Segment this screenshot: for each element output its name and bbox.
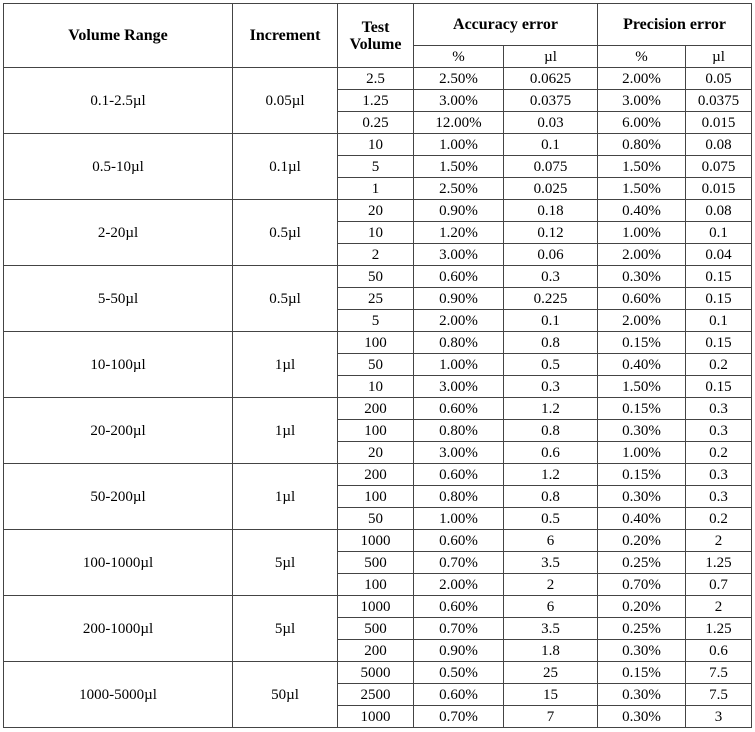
accuracy-ul-cell: 0.075 bbox=[504, 156, 598, 178]
increment-header: Increment bbox=[233, 4, 338, 68]
test-volume-cell: 25 bbox=[338, 288, 414, 310]
precision-percent-cell: 2.00% bbox=[598, 68, 686, 90]
precision-percent-cell: 2.00% bbox=[598, 310, 686, 332]
precision-percent-cell: 0.40% bbox=[598, 354, 686, 376]
precision-percent-cell: 3.00% bbox=[598, 90, 686, 112]
precision-ul-cell: 0.15 bbox=[686, 266, 752, 288]
accuracy-ul-cell: 1.2 bbox=[504, 464, 598, 486]
accuracy-ul-cell: 0.3 bbox=[504, 376, 598, 398]
accuracy-percent-unit: % bbox=[414, 46, 504, 68]
accuracy-percent-cell: 2.50% bbox=[414, 178, 504, 200]
accuracy-ul-cell: 0.0625 bbox=[504, 68, 598, 90]
precision-percent-cell: 0.40% bbox=[598, 200, 686, 222]
table-body bbox=[4, 68, 752, 728]
accuracy-percent-cell: 3.00% bbox=[414, 442, 504, 464]
precision-ul-cell: 7.5 bbox=[686, 684, 752, 706]
accuracy-percent-cell: 3.00% bbox=[414, 376, 504, 398]
increment-cell: 50µl bbox=[233, 662, 338, 728]
accuracy-percent-cell: 0.60% bbox=[414, 684, 504, 706]
precision-ul-cell: 0.2 bbox=[686, 354, 752, 376]
spec-table-container bbox=[3, 3, 752, 728]
precision-ul-cell: 0.04 bbox=[686, 244, 752, 266]
accuracy-error-header: Accuracy error bbox=[414, 4, 598, 46]
accuracy-ul-cell: 0.1 bbox=[504, 310, 598, 332]
accuracy-percent-cell: 0.80% bbox=[414, 420, 504, 442]
accuracy-percent-cell: 0.60% bbox=[414, 530, 504, 552]
accuracy-ul-cell: 6 bbox=[504, 596, 598, 618]
precision-ul-cell: 0.15 bbox=[686, 288, 752, 310]
accuracy-percent-cell: 1.20% bbox=[414, 222, 504, 244]
precision-percent-cell: 0.30% bbox=[598, 266, 686, 288]
accuracy-ul-cell: 0.3 bbox=[504, 266, 598, 288]
precision-percent-cell: 0.15% bbox=[598, 332, 686, 354]
accuracy-ul-cell: 2 bbox=[504, 574, 598, 596]
accuracy-percent-cell: 1.00% bbox=[414, 354, 504, 376]
table-row bbox=[4, 596, 752, 618]
accuracy-ul-cell: 0.8 bbox=[504, 486, 598, 508]
precision-percent-cell: 0.25% bbox=[598, 618, 686, 640]
accuracy-percent-cell: 0.50% bbox=[414, 662, 504, 684]
increment-cell: 1µl bbox=[233, 464, 338, 530]
test-volume-cell: 1.25 bbox=[338, 90, 414, 112]
volume-range-header: Volume Range bbox=[4, 4, 233, 68]
precision-percent-unit: % bbox=[598, 46, 686, 68]
volume-range-cell: 2-20µl bbox=[4, 200, 233, 266]
accuracy-percent-cell: 12.00% bbox=[414, 112, 504, 134]
accuracy-percent-cell: 0.90% bbox=[414, 640, 504, 662]
test-volume-cell: 5000 bbox=[338, 662, 414, 684]
accuracy-ul-cell: 15 bbox=[504, 684, 598, 706]
test-volume-cell: 5 bbox=[338, 156, 414, 178]
test-volume-cell: 10 bbox=[338, 222, 414, 244]
test-volume-cell: 500 bbox=[338, 618, 414, 640]
accuracy-ul-cell: 0.5 bbox=[504, 508, 598, 530]
test-volume-cell: 100 bbox=[338, 420, 414, 442]
precision-percent-cell: 0.30% bbox=[598, 420, 686, 442]
increment-cell: 0.1µl bbox=[233, 134, 338, 200]
volume-range-cell: 20-200µl bbox=[4, 398, 233, 464]
accuracy-percent-cell: 1.50% bbox=[414, 156, 504, 178]
test-volume-cell: 20 bbox=[338, 200, 414, 222]
precision-ul-unit: µl bbox=[686, 46, 752, 68]
accuracy-percent-cell: 0.80% bbox=[414, 332, 504, 354]
accuracy-ul-cell: 0.1 bbox=[504, 134, 598, 156]
accuracy-percent-cell: 3.00% bbox=[414, 90, 504, 112]
precision-error-header: Precision error bbox=[598, 4, 752, 46]
test-volume-cell: 10 bbox=[338, 376, 414, 398]
accuracy-ul-cell: 3.5 bbox=[504, 552, 598, 574]
precision-ul-cell: 0.3 bbox=[686, 398, 752, 420]
test-volume-cell: 200 bbox=[338, 464, 414, 486]
pipette-spec-table bbox=[3, 3, 752, 728]
volume-range-cell: 0.5-10µl bbox=[4, 134, 233, 200]
precision-percent-cell: 2.00% bbox=[598, 244, 686, 266]
volume-range-cell: 1000-5000µl bbox=[4, 662, 233, 728]
precision-ul-cell: 0.7 bbox=[686, 574, 752, 596]
table-row bbox=[4, 68, 752, 90]
test-volume-cell: 50 bbox=[338, 354, 414, 376]
accuracy-percent-cell: 0.60% bbox=[414, 266, 504, 288]
accuracy-ul-cell: 1.8 bbox=[504, 640, 598, 662]
accuracy-ul-cell: 0.8 bbox=[504, 420, 598, 442]
precision-percent-cell: 0.30% bbox=[598, 486, 686, 508]
precision-percent-cell: 0.15% bbox=[598, 464, 686, 486]
precision-ul-cell: 2 bbox=[686, 530, 752, 552]
volume-range-cell: 100-1000µl bbox=[4, 530, 233, 596]
precision-ul-cell: 2 bbox=[686, 596, 752, 618]
precision-percent-cell: 0.70% bbox=[598, 574, 686, 596]
accuracy-percent-cell: 0.90% bbox=[414, 200, 504, 222]
precision-ul-cell: 0.1 bbox=[686, 222, 752, 244]
accuracy-ul-cell: 0.06 bbox=[504, 244, 598, 266]
precision-ul-cell: 0.3 bbox=[686, 464, 752, 486]
accuracy-percent-cell: 2.00% bbox=[414, 574, 504, 596]
test-volume-cell: 100 bbox=[338, 486, 414, 508]
accuracy-percent-cell: 1.00% bbox=[414, 508, 504, 530]
accuracy-ul-cell: 0.225 bbox=[504, 288, 598, 310]
increment-cell: 5µl bbox=[233, 530, 338, 596]
test-volume-cell: 20 bbox=[338, 442, 414, 464]
test-volume-cell: 50 bbox=[338, 266, 414, 288]
table-row bbox=[4, 134, 752, 156]
accuracy-percent-cell: 0.70% bbox=[414, 706, 504, 728]
precision-ul-cell: 1.25 bbox=[686, 618, 752, 640]
test-volume-cell: 1000 bbox=[338, 530, 414, 552]
test-volume-cell: 2500 bbox=[338, 684, 414, 706]
test-volume-cell: 500 bbox=[338, 552, 414, 574]
accuracy-ul-cell: 0.5 bbox=[504, 354, 598, 376]
accuracy-percent-cell: 0.60% bbox=[414, 464, 504, 486]
test-volume-cell: 1000 bbox=[338, 706, 414, 728]
table-row bbox=[4, 398, 752, 420]
accuracy-ul-unit: µl bbox=[504, 46, 598, 68]
precision-ul-cell: 7.5 bbox=[686, 662, 752, 684]
test-volume-cell: 1000 bbox=[338, 596, 414, 618]
table-row bbox=[4, 332, 752, 354]
precision-percent-cell: 1.50% bbox=[598, 156, 686, 178]
precision-ul-cell: 0.1 bbox=[686, 310, 752, 332]
accuracy-percent-cell: 1.00% bbox=[414, 134, 504, 156]
header-row bbox=[4, 4, 752, 46]
precision-percent-cell: 0.30% bbox=[598, 640, 686, 662]
precision-percent-cell: 0.20% bbox=[598, 530, 686, 552]
accuracy-ul-cell: 0.6 bbox=[504, 442, 598, 464]
table-row bbox=[4, 200, 752, 222]
test-volume-cell: 200 bbox=[338, 398, 414, 420]
precision-ul-cell: 0.075 bbox=[686, 156, 752, 178]
increment-cell: 1µl bbox=[233, 398, 338, 464]
accuracy-ul-cell: 1.2 bbox=[504, 398, 598, 420]
precision-ul-cell: 0.015 bbox=[686, 178, 752, 200]
precision-ul-cell: 0.2 bbox=[686, 442, 752, 464]
precision-ul-cell: 0.2 bbox=[686, 508, 752, 530]
volume-range-cell: 0.1-2.5µl bbox=[4, 68, 233, 134]
test-volume-cell: 200 bbox=[338, 640, 414, 662]
accuracy-percent-cell: 0.60% bbox=[414, 398, 504, 420]
precision-percent-cell: 1.00% bbox=[598, 442, 686, 464]
accuracy-ul-cell: 0.0375 bbox=[504, 90, 598, 112]
precision-ul-cell: 0.05 bbox=[686, 68, 752, 90]
precision-ul-cell: 0.3 bbox=[686, 486, 752, 508]
accuracy-percent-cell: 0.70% bbox=[414, 618, 504, 640]
precision-percent-cell: 0.60% bbox=[598, 288, 686, 310]
table-row bbox=[4, 662, 752, 684]
test-volume-cell: 5 bbox=[338, 310, 414, 332]
precision-percent-cell: 0.80% bbox=[598, 134, 686, 156]
table-row bbox=[4, 530, 752, 552]
accuracy-percent-cell: 0.80% bbox=[414, 486, 504, 508]
precision-percent-cell: 6.00% bbox=[598, 112, 686, 134]
precision-percent-cell: 0.40% bbox=[598, 508, 686, 530]
table-row bbox=[4, 464, 752, 486]
precision-ul-cell: 3 bbox=[686, 706, 752, 728]
table-row bbox=[4, 266, 752, 288]
increment-cell: 1µl bbox=[233, 332, 338, 398]
accuracy-ul-cell: 0.025 bbox=[504, 178, 598, 200]
accuracy-percent-cell: 3.00% bbox=[414, 244, 504, 266]
test-volume-cell: 2.5 bbox=[338, 68, 414, 90]
accuracy-percent-cell: 2.50% bbox=[414, 68, 504, 90]
precision-ul-cell: 0.08 bbox=[686, 134, 752, 156]
precision-percent-cell: 0.30% bbox=[598, 706, 686, 728]
accuracy-percent-cell: 2.00% bbox=[414, 310, 504, 332]
precision-ul-cell: 0.15 bbox=[686, 376, 752, 398]
test-volume-cell: 0.25 bbox=[338, 112, 414, 134]
accuracy-percent-cell: 0.60% bbox=[414, 596, 504, 618]
accuracy-ul-cell: 0.03 bbox=[504, 112, 598, 134]
precision-ul-cell: 1.25 bbox=[686, 552, 752, 574]
volume-range-cell: 200-1000µl bbox=[4, 596, 233, 662]
accuracy-ul-cell: 0.18 bbox=[504, 200, 598, 222]
increment-cell: 0.5µl bbox=[233, 200, 338, 266]
increment-cell: 0.05µl bbox=[233, 68, 338, 134]
volume-range-cell: 50-200µl bbox=[4, 464, 233, 530]
accuracy-ul-cell: 3.5 bbox=[504, 618, 598, 640]
precision-percent-cell: 1.00% bbox=[598, 222, 686, 244]
precision-percent-cell: 1.50% bbox=[598, 178, 686, 200]
increment-cell: 5µl bbox=[233, 596, 338, 662]
precision-percent-cell: 0.15% bbox=[598, 662, 686, 684]
volume-range-cell: 5-50µl bbox=[4, 266, 233, 332]
test-volume-cell: 50 bbox=[338, 508, 414, 530]
accuracy-ul-cell: 0.8 bbox=[504, 332, 598, 354]
precision-ul-cell: 0.3 bbox=[686, 420, 752, 442]
test-volume-header: Test Volume bbox=[338, 4, 414, 68]
accuracy-percent-cell: 0.90% bbox=[414, 288, 504, 310]
accuracy-ul-cell: 0.12 bbox=[504, 222, 598, 244]
increment-cell: 0.5µl bbox=[233, 266, 338, 332]
accuracy-ul-cell: 7 bbox=[504, 706, 598, 728]
accuracy-percent-cell: 0.70% bbox=[414, 552, 504, 574]
precision-ul-cell: 0.0375 bbox=[686, 90, 752, 112]
precision-ul-cell: 0.15 bbox=[686, 332, 752, 354]
accuracy-ul-cell: 25 bbox=[504, 662, 598, 684]
precision-percent-cell: 1.50% bbox=[598, 376, 686, 398]
test-volume-cell: 100 bbox=[338, 574, 414, 596]
test-volume-cell: 10 bbox=[338, 134, 414, 156]
test-volume-cell: 1 bbox=[338, 178, 414, 200]
precision-ul-cell: 0.015 bbox=[686, 112, 752, 134]
precision-percent-cell: 0.25% bbox=[598, 552, 686, 574]
precision-percent-cell: 0.15% bbox=[598, 398, 686, 420]
test-volume-cell: 100 bbox=[338, 332, 414, 354]
volume-range-cell: 10-100µl bbox=[4, 332, 233, 398]
precision-percent-cell: 0.30% bbox=[598, 684, 686, 706]
precision-percent-cell: 0.20% bbox=[598, 596, 686, 618]
accuracy-ul-cell: 6 bbox=[504, 530, 598, 552]
precision-ul-cell: 0.6 bbox=[686, 640, 752, 662]
test-volume-cell: 2 bbox=[338, 244, 414, 266]
precision-ul-cell: 0.08 bbox=[686, 200, 752, 222]
